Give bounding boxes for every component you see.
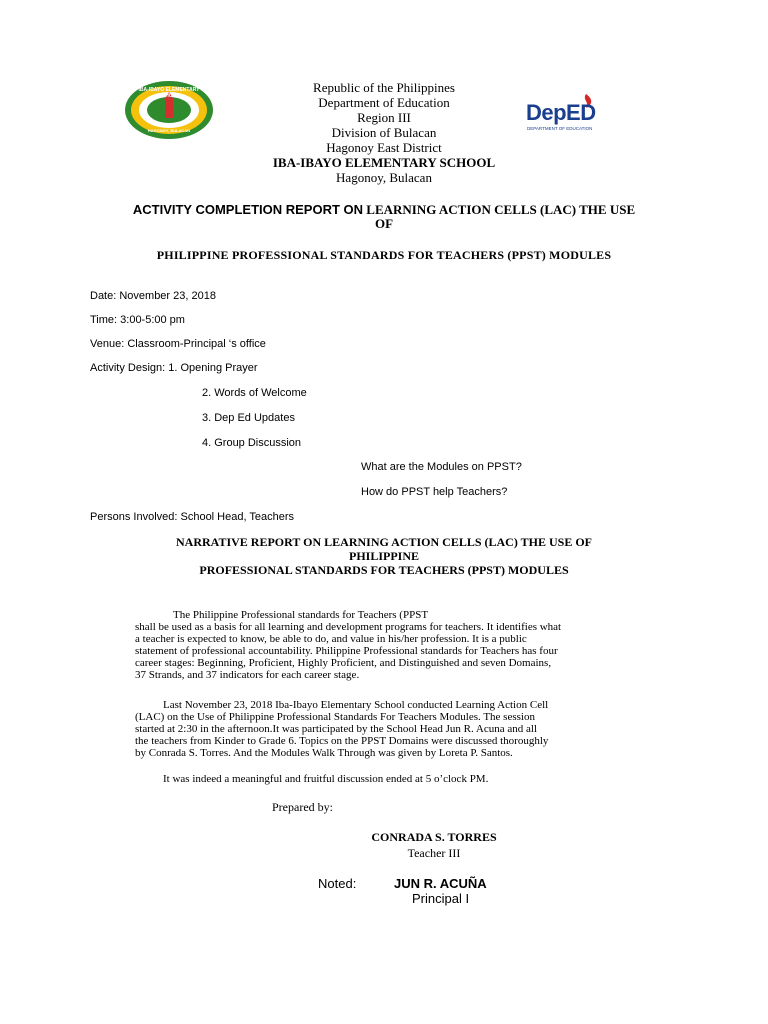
activity-design-item: 2. Words of Welcome — [202, 387, 307, 399]
school-seal-text: IBA-IBAYO ELEMENTARY SCHOOL — [138, 87, 200, 99]
paragraph-line: shall be used as a basis for all learning and development programs for teachers. It identifies what — [135, 621, 562, 633]
activity-design-item: 3. Dep Ed Updates — [202, 412, 295, 424]
paragraph-line: The Philippine Professional standards for Teachers (PPST — [173, 609, 429, 621]
prepared-by-label: Prepared by: — [272, 800, 333, 814]
school-seal-bottom-text: HAGONOY, BULACAN — [147, 128, 191, 133]
report-subtitle: PHILIPPINE PROFESSIONAL STANDARDS FOR TEACHERS (PPST) MODULES — [156, 248, 612, 262]
activity-design-item: 4. Group Discussion — [202, 437, 302, 449]
school-name: IBA-IBAYO ELEMENTARY SCHOOL — [272, 155, 496, 170]
deped-logo-text: DepED — [526, 100, 596, 125]
report-title — [84, 203, 684, 231]
report-title-part-b: LEARNING ACTION CELLS (LAC) THE USE — [363, 202, 636, 217]
report-title-part-a: ACTIVITY COMPLETION REPORT ON — [132, 202, 364, 217]
paragraph-line: by Conrada S. Torres. And the Modules Walk Through was given by Loreta P. Santos. — [135, 747, 513, 759]
paragraph-line: statement of professional accountability. Philippine Professional standards for Teachers has four — [135, 645, 558, 657]
activity-venue: Venue: Classroom-Principal ‘s office — [90, 338, 266, 350]
report-title-part-c: OF — [374, 216, 394, 231]
letterhead-line: Department of Education — [318, 95, 450, 110]
paragraph-line: the teachers from Kinder to Grade 6. Topics on the PPST Domains were discussed thoroughly — [135, 735, 549, 747]
narrative-title-line: PHILIPPINE — [348, 549, 419, 563]
narrative-title — [84, 535, 684, 577]
narrative-title-line: NARRATIVE REPORT ON LEARNING ACTION CELLS (LAC) THE USE OF — [176, 535, 592, 549]
letterhead-line: Division of Bulacan — [331, 125, 437, 140]
letterhead — [234, 80, 534, 185]
persons-involved: Persons Involved: School Head, Teachers — [90, 511, 295, 523]
paragraph-line: started at 2:30 in the afternoon.It was participated by the School Head Jun R. Acuna and all — [135, 723, 537, 735]
deped-logo-subtext: DEPARTMENT OF EDUCATION — [527, 126, 593, 131]
preparer-name: CONRADA S. TORRES — [371, 830, 497, 844]
narrative-title-line: PROFESSIONAL STANDARDS FOR TEACHERS (PPST) MODULES — [199, 563, 569, 577]
noter-name: JUN R. ACUÑA — [394, 876, 487, 891]
paragraph-line: career stages: Beginning, Proficient, Highly Proficient, and Distinguished and seven Domains, — [135, 657, 552, 669]
paragraph-1 — [135, 609, 695, 681]
school-town: Hagonoy, Bulacan — [336, 170, 432, 185]
letterhead-line: Hagonoy East District — [326, 140, 442, 155]
activity-date: Date: November 23, 2018 — [90, 290, 216, 302]
paragraph-line: Last November 23, 2018 Iba-Ibayo Elementary School conducted Learning Action Cell — [163, 699, 549, 711]
paragraph-line: (LAC) on the Use of Philippine Professional Standards For Teachers Modules. The session — [135, 711, 535, 723]
letterhead-line: Republic of the Philippines — [313, 80, 455, 95]
discussion-question: How do PPST help Teachers? — [361, 486, 508, 498]
paragraph-2 — [135, 699, 695, 759]
paragraph-3: It was indeed a meaningful and fruitful discussion ended at 5 o’clock PM. — [163, 773, 489, 785]
noted-label: Noted: — [318, 876, 357, 891]
paragraph-line: a teacher is expected to know, be able to do, and value in his/her profession. It is a public — [135, 633, 527, 645]
paragraph-line: 37 Strands, and 37 indicators for each career stage. — [135, 669, 360, 681]
letterhead-line: Region III — [357, 110, 411, 125]
activity-time: Time: 3:00-5:00 pm — [90, 314, 185, 326]
activity-design: Activity Design: 1. Opening Prayer — [90, 362, 258, 374]
preparer-title: Teacher III — [407, 846, 461, 860]
noter-title: Principal I — [412, 891, 470, 906]
discussion-question: What are the Modules on PPST? — [361, 461, 522, 473]
